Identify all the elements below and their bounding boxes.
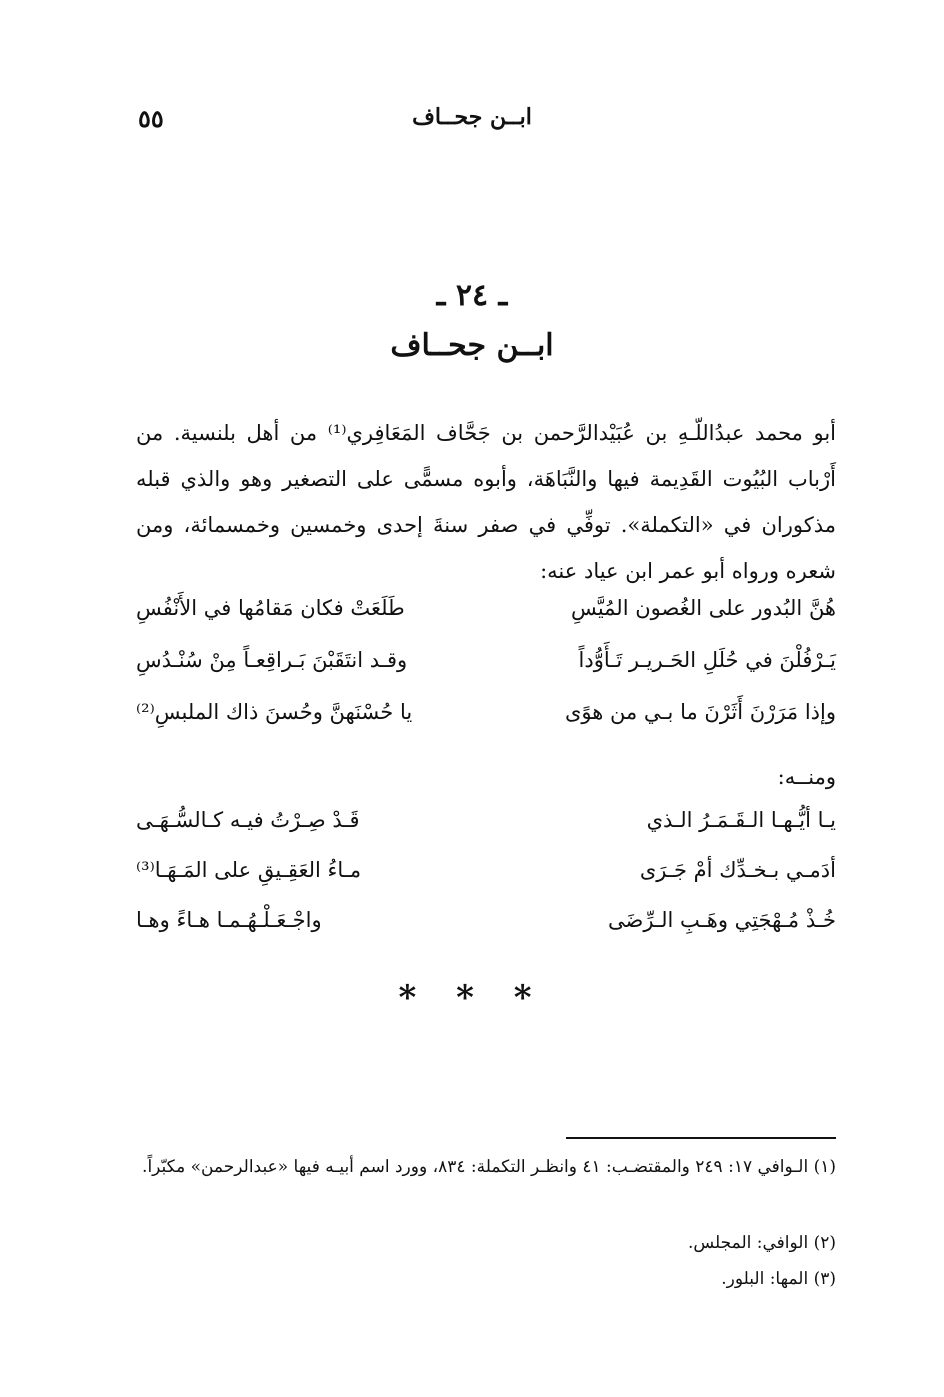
- footnote: (٣) المها: البلور.: [721, 1269, 836, 1289]
- verse-second-hemistich: طَلَعَتْ فكان مَقامُها في الأَنْفُسِ: [136, 596, 405, 620]
- verse-second-hemistich: يا حُسْنَهنَّ وحُسنَ ذاك الملبسِ⁽²⁾: [136, 700, 413, 724]
- verse-first-hemistich: هُنَّ البُدور على الغُصون المُيَّسِ: [571, 596, 836, 620]
- verse-first-hemistich: يَـرْفُلْنَ في حُلَلِ الحَـريـر تَـأَوُّداً: [578, 648, 836, 672]
- page-number: ٥٥: [138, 104, 164, 133]
- verse-second-hemistich: مـاءُ العَقِـيقِ على المَـهَـا⁽³⁾: [136, 858, 362, 882]
- entry-title: ابــن جحــاف: [390, 328, 554, 363]
- biography-paragraph: أبو محمد عبدُاللّـهِ بن عُبَيْدالرَّحمن بن جَحَّاف المَعَافِري⁽¹⁾ من أهل بلنسية. من أَرْباب البُيُوت القَدِيمة فيها والنَّبَاهَة، وأبوه مسمًّى على التصغير وهو والذي قبله مذكوران في «التكملة». توفِّي في صفر سنةَ إحدى وخمسين وخمسمائة، ومن شعره ورواه أبو عمر ابن عياد عنه:: [136, 421, 837, 583]
- poem2-verse: [136, 808, 836, 854]
- footnote-divider: [566, 1137, 836, 1139]
- section-separator: * * *: [398, 978, 546, 1018]
- poem2-verse: [136, 858, 836, 904]
- verse-first-hemistich: خُـذْ مُـهْجَتِي وهَـبِ الـرِّضَى: [608, 908, 836, 932]
- footnote: (١) الـوافي ١٧: ٢٤٩ والمقتضـب: ٤١ وانظـر التكملة: ٨٣٤، وورد اسم أبيـه فيها «عبدالرحمن» مكبّراً.: [142, 1157, 836, 1177]
- footnote: (٢) الوافي: المجلس.: [687, 1233, 836, 1253]
- verse-first-hemistich: يـا أيُّـهـا الـقَـمَـرُ الـذي: [646, 808, 836, 832]
- verse-second-hemistich: وقـد انتَقَبْنَ بَـراقِعـاً مِنْ سُنْـدُسِ: [136, 648, 408, 672]
- poem1-verse: [136, 596, 836, 642]
- poem2-verse: [136, 908, 836, 954]
- verse-first-hemistich: أدَمـي بـخـدِّك أمْ جَـرَى: [639, 858, 836, 882]
- poem1-verse: [136, 700, 836, 746]
- verse-first-hemistich: وإذا مَرَرْنَ أَثَرْنَ ما بـي من هوًى: [564, 700, 836, 724]
- verse-second-hemistich: قَـدْ صِـرْتُ فيـه كـالسُّـهَـى: [136, 808, 360, 832]
- running-header-title: ابــن جحــاف: [412, 104, 532, 130]
- poem1-verse: [136, 648, 836, 694]
- poem2-intro: ومنــه:: [777, 765, 836, 789]
- verse-second-hemistich: واجْـعَـلْـهُـمـا هـاءً وهـا: [136, 908, 322, 932]
- entry-number: ـ ٢٤ ـ: [436, 278, 508, 313]
